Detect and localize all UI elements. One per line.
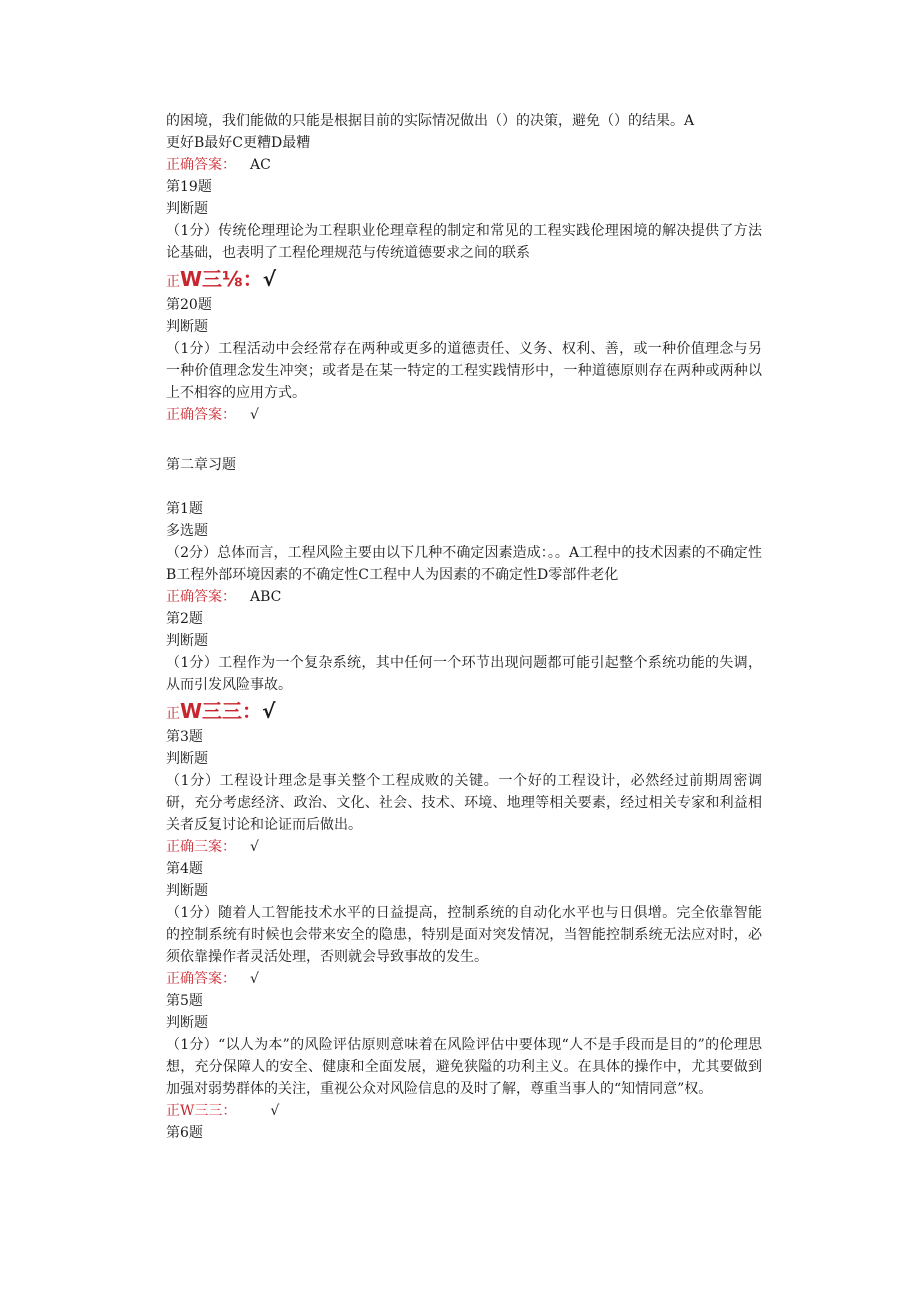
section-gap	[166, 426, 766, 448]
c2q2-text: （1分）工程作为一个复杂系统，其中任何一个环节出现问题都可能引起整个系统功能的失调，从而引发风险事故。	[166, 655, 762, 693]
chapter-heading: 第二章习题	[166, 457, 236, 473]
c2q5-text: （1分）“以人为本”的风险评估原则意味着在风险评估中要体现“人不是手段而是目的”的伦理思想，充分保障人的安全、健康和全面发展，避免狭隘的功利主义。在具体的操作中，尤其要做到加强对弱势群体的关注，重视公众对风险信息的及时了解，尊重当事人的“知情同意”权。	[166, 1037, 762, 1097]
q19-answer	[166, 264, 766, 294]
q20-answer	[166, 404, 766, 426]
c2q3-title: 第3题	[166, 729, 203, 745]
answer-label-prefix: 正	[166, 706, 180, 722]
answer-value: √	[250, 839, 259, 855]
answer-label: W三三：	[180, 699, 263, 723]
c2q1-text: （2分）总体而言，工程风险主要由以下几种不确定因素造成：。。A工程中的技术因素的不确定性B工程外部环境因素的不确定性C工程中人为因素的不确定性D零部件老化	[166, 545, 762, 583]
c2q1-title: 第1题	[166, 501, 203, 517]
c2q1-answer	[166, 586, 766, 608]
c2q3-text: （1分）工程设计理念是事关整个工程成败的关键。一个好的工程设计，必然经过前期周密调研，充分考虑经济、政治、文化、社会、技术、环境、地理等相关要素，经过相关专家和利益相关者反复讨论和论证而后做出。	[166, 773, 762, 833]
answer-value: √	[262, 699, 276, 723]
c2q3-answer	[166, 836, 766, 858]
q19-text: （1分）传统伦理理论为工程职业伦理章程的制定和常见的工程实践伦理困境的解决提供了方法论基础，也表明了工程伦理规范与传统道德要求之间的联系	[166, 223, 762, 261]
c2q6-title: 第6题	[166, 1125, 203, 1141]
q20-title: 第20题	[166, 297, 212, 313]
c2q4-answer	[166, 968, 766, 990]
answer-label: 正确三案：	[166, 839, 236, 855]
c2q4-text: （1分）随着人工智能技术水平的日益提高，控制系统的自动化水平也与日俱增。完全依靠智能的控制系统有时候也会带来安全的隐患，特别是面对突发情况，当智能控制系统无法应对时，必须依靠操作者灵活处理，否则就会导致事故的发生。	[166, 905, 762, 965]
q19-type: 判断题	[166, 201, 208, 217]
c2q5-title: 第5题	[166, 993, 203, 1009]
answer-value: AC	[250, 157, 271, 173]
c2q3-type: 判断题	[166, 751, 208, 767]
answer-label: 正确答案：	[166, 157, 236, 173]
answer-label: 正确答案：	[166, 589, 236, 605]
answer-value: ABC	[250, 589, 282, 605]
answer-label: 正确答案：	[166, 971, 236, 987]
c2q2-answer	[166, 696, 766, 726]
q18-text-line2: 更好B最好C更糟D最糟	[166, 135, 311, 151]
answer-label: 正确答案：	[166, 407, 236, 423]
document-page	[166, 110, 766, 1144]
q19-title: 第19题	[166, 179, 212, 195]
c2q5-type: 判断题	[166, 1015, 208, 1031]
q18-answer	[166, 154, 766, 176]
c2q1-type: 多选题	[166, 523, 208, 539]
answer-label: 正W三三：	[166, 1103, 237, 1119]
c2q4-title: 第4题	[166, 861, 203, 877]
answer-value: √	[270, 1103, 280, 1119]
answer-label-prefix: 正	[166, 274, 180, 290]
answer-value: √	[250, 407, 259, 423]
q20-text: （1分）工程活动中会经常存在两种或更多的道德责任、义务、权利、善，或一种价值理念与另一种价值理念发生冲突；或者是在某一特定的工程实践情形中，一种道德原则存在两种或两种以上不相容的应用方式。	[166, 341, 762, 401]
answer-value: √	[250, 971, 259, 987]
c2q5-answer	[166, 1100, 766, 1122]
answer-label: W三⅛：	[180, 267, 263, 291]
c2q2-title: 第2题	[166, 611, 203, 627]
q20-type: 判断题	[166, 319, 208, 335]
q18-text-line1: 的困境，我们能做的只能是根据目前的实际情况做出（）的决策，避免（）的结果。A	[166, 113, 695, 129]
c2q2-type: 判断题	[166, 633, 208, 649]
answer-value: √	[262, 267, 277, 291]
c2q4-type: 判断题	[166, 883, 208, 899]
